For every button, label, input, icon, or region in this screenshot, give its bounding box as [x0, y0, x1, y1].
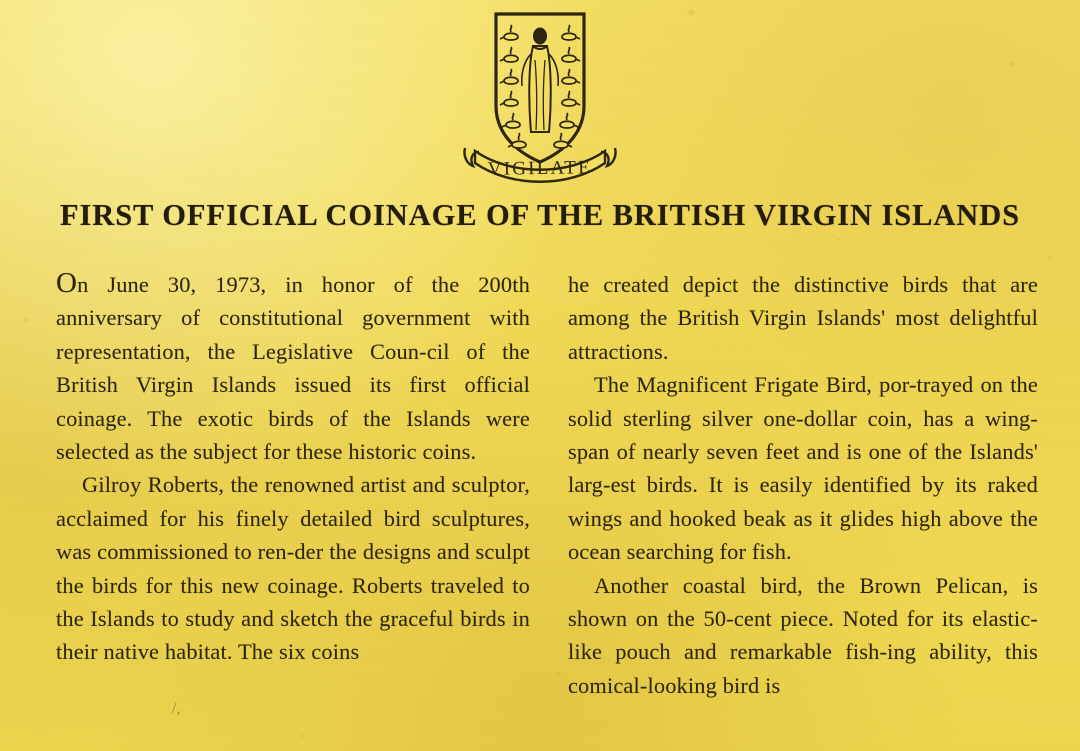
paper-blemish: /,	[172, 700, 181, 717]
page-title: FIRST OFFICIAL COINAGE OF THE BRITISH VIRGIN ISLANDS	[59, 198, 1021, 232]
paper-speck	[24, 318, 29, 322]
crest-motto: VIGILATE	[487, 157, 593, 180]
crest-container	[0, 6, 1080, 186]
paragraph: Gilroy Roberts, the renowned artist and sculptor, acclaimed for his finely detailed bird sculptures, was commissioned to ren-der the designs and sculpt the birds for this new coinage. Roberts traveled to the Islands to study and sketch the graceful birds in their native habitat. The six coins	[56, 472, 530, 665]
paper-speck	[1048, 256, 1052, 260]
paper-speck	[300, 734, 306, 738]
paragraph: Another coastal bird, the Brown Pelican, is shown on the 50-cent piece. Noted for its elastic-like pouch and remarkable fish-ing ability, this comical-looking bird is	[567, 572, 1038, 698]
paper-speck	[836, 238, 840, 241]
paragraph: he created depict the distinctive birds that are among the British Virgin Islands' most delightful attractions.	[567, 272, 1038, 364]
paragraph: On June 30, 1973, in honor of the 200th anniversary of constitutional government with representation, the Legislative Coun-cil of the British Virgin Islands issued its first official coinage. The exotic birds of the Islands were selected as the subject for these historic coins.	[56, 267, 530, 465]
coat-of-arms-icon	[451, 6, 629, 186]
paragraph: The Magnificent Frigate Bird, por-trayed on the solid sterling silver one-dollar coin, has a wing-span of nearly seven feet and is one of the Islands' larg-est birds. It is easily identified by its raked wings and hooked beak as it glides high above the ocean searching for fish.	[567, 372, 1038, 565]
body-columns	[56, 268, 1038, 702]
text-column-left	[56, 268, 530, 702]
text-column-right	[568, 268, 1038, 702]
